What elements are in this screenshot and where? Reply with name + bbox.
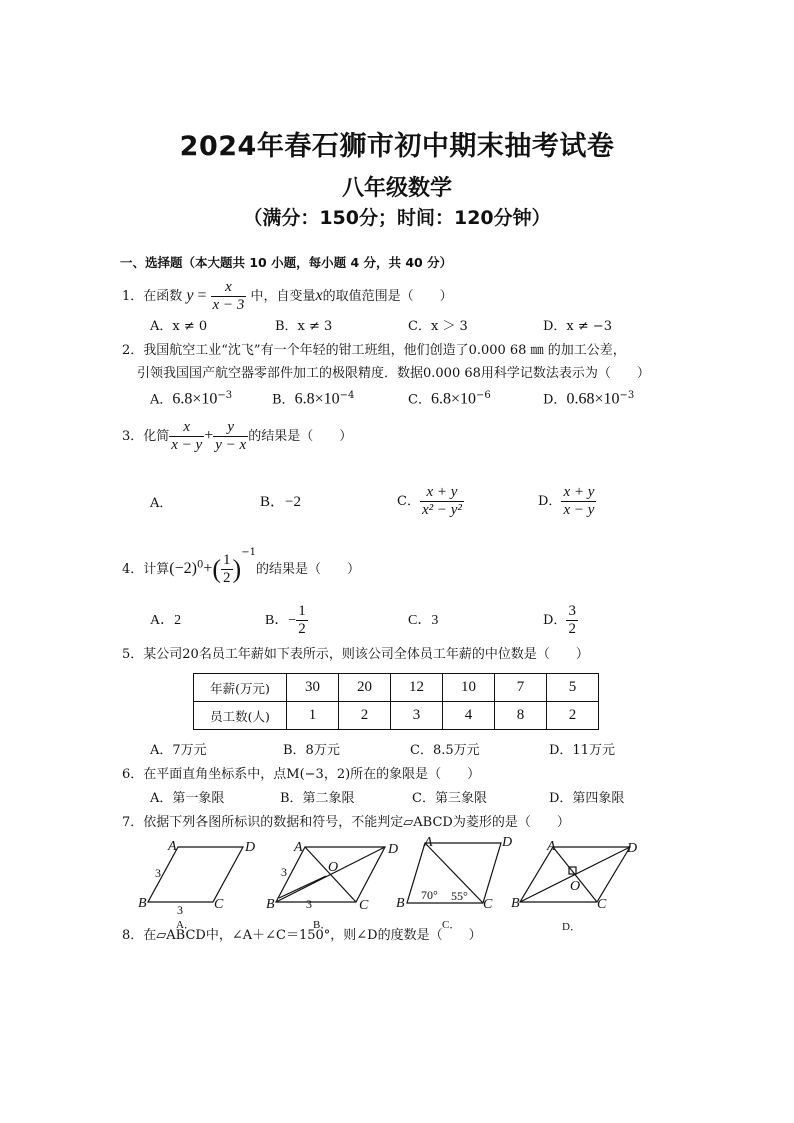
q1-suffix: 的取值范围是（ ）	[322, 289, 453, 304]
q4-b-num: 1	[298, 603, 306, 619]
q2-a-base: 6.8×10	[172, 390, 218, 408]
q4-base1: (−2)	[169, 560, 197, 577]
fig-d-label-c: C	[597, 897, 607, 912]
fig-d-label-b: B	[511, 896, 520, 911]
q4-f-den: 2	[223, 570, 231, 586]
fig-a-caption: A．	[176, 919, 195, 931]
q4-b-den: 2	[298, 621, 306, 637]
q3-suffix: 的结果是（ ）	[248, 429, 353, 444]
table-cell: 2	[547, 702, 599, 730]
q1-equals: =	[193, 287, 211, 304]
table-header-salary: 年薪(万元)	[194, 674, 287, 702]
q4-exp1: 0	[196, 559, 204, 571]
fig-c-angle-c: 55°	[451, 889, 468, 903]
q6-option-a: A．第一象限	[150, 791, 225, 806]
table-cell: 1	[287, 702, 339, 730]
fig-c-label-a: A	[424, 835, 433, 850]
table-cell: 7	[495, 674, 547, 702]
table-header-count: 员工数(人)	[194, 702, 287, 730]
q2-b-base: 6.8×10	[294, 390, 340, 408]
q4-paren-open: (	[212, 554, 222, 584]
fig-a-label-b: B	[138, 896, 147, 911]
q6-option-b: B．第二象限	[280, 791, 355, 806]
q3-d-den: x − y	[563, 502, 595, 518]
q1-option-d: D．x ≠ −3	[543, 319, 613, 334]
fig-b-label-o: O	[328, 860, 339, 875]
fig-d-label-o: O	[570, 879, 581, 894]
q1-middle: 中，自变量	[246, 289, 316, 304]
q3-plus: +	[204, 427, 214, 444]
q3-f1-den: x − y	[171, 437, 203, 453]
q5-option-a: A．7万元	[150, 743, 207, 758]
table-cell: 3	[391, 702, 443, 730]
q1-var-x: x	[315, 287, 323, 304]
exam-title: 2024年春石狮市初中期末抽考试卷	[179, 131, 615, 162]
q1-denominator: x − 3	[212, 297, 245, 313]
fig-b-side-bc: 3	[306, 897, 312, 911]
q7-text: 7．依据下列各图所标识的数据和符号，不能判定▱ABCD为菱形的是（ ）	[122, 815, 570, 830]
q4-d-den: 2	[568, 621, 576, 637]
fig-a-label-a: A	[168, 839, 177, 854]
q3-option-b: B．−2	[260, 494, 301, 510]
fig-b-label-c: C	[359, 898, 369, 913]
q2-c-base: 6.8×10	[430, 390, 476, 408]
q2-b-label: B．	[272, 392, 295, 408]
q4-option-c: C．3	[408, 613, 439, 628]
fig-c-caption: C．	[442, 919, 461, 931]
q3-c-label: C．	[397, 494, 420, 509]
table-cell: 20	[339, 674, 391, 702]
q8-text: 8．在▱ABCD中，∠A＋∠C＝150°，则∠D的度数是（ ）	[122, 928, 482, 943]
fig-a-label-d: D	[245, 840, 256, 855]
q6-option-d: D．第四象限	[549, 791, 625, 806]
q3-c-num: x + y	[420, 485, 464, 502]
q4-exp2: −1	[241, 547, 256, 558]
q1-var-y: y	[186, 287, 194, 304]
q2-d-label: D．	[543, 392, 567, 408]
q2-c-exp: −6	[475, 390, 491, 401]
q4-prefix: 4．计算	[122, 562, 170, 577]
q2-b-exp: −4	[339, 390, 355, 401]
q3-f2-den: y − x	[215, 437, 247, 453]
q2-c-label: C．	[408, 392, 431, 408]
fig-d-label-d: D	[627, 841, 638, 856]
q2-line1: 2．我国航空工业“沈飞”有一个年轻的钳工班组，他们创造了0.000 68 ㎜ 的加工公差，	[122, 343, 626, 358]
q1-option-b: B．x ≠ 3	[275, 319, 333, 334]
q1-option-c: C．x ＞ 3	[408, 319, 468, 334]
q3-option-a: A．	[150, 496, 173, 511]
table-cell: 30	[287, 674, 339, 702]
q5-option-d: D．11万元	[549, 743, 615, 758]
fig-a-parallelogram	[148, 847, 243, 902]
q2-a-exp: −3	[217, 390, 233, 401]
fig-c-angle-b: 70°	[421, 888, 438, 902]
q6-text: 6．在平面直角坐标系中，点M(−3，2)所在的象限是（ ）	[122, 767, 481, 782]
fig-b-side-ab: 3	[281, 865, 287, 879]
q4-paren-close: )	[232, 554, 242, 584]
q2-d-base: 0.68×10	[566, 390, 620, 408]
q2-line2: 引领我国国产航空器零部件加工的极限精度．数据0.000 68用科学记数法表示为（ ）	[137, 366, 650, 381]
q5-text: 5．某公司20名员工年薪如下表所示，则该公司全体员工年薪的中位数是（ ）	[122, 647, 589, 662]
q3-f2-num: y	[213, 420, 248, 437]
q3-d-label: D．	[538, 494, 562, 509]
exam-info: （满分：150分；时间：120分钟）	[243, 207, 551, 229]
q2-a-label: A．	[150, 392, 173, 408]
exam-subtitle: 八年级数学	[341, 176, 452, 201]
q2-d-exp: −3	[619, 390, 635, 401]
fig-b-label-a: A	[294, 840, 303, 855]
q4-plus: +	[203, 560, 213, 577]
fig-b-label-d: D	[388, 842, 399, 857]
fig-a-side-bc: 3	[177, 903, 183, 917]
fig-a-side-ab: 3	[155, 866, 161, 880]
fig-b-segment	[279, 876, 326, 898]
table-cell: 8	[495, 702, 547, 730]
q3-f1-num: x	[169, 420, 204, 437]
q4-d-label: D．	[543, 613, 567, 628]
q1-numerator: x	[211, 280, 247, 297]
q4-b-label: B．−	[265, 613, 297, 628]
q3-c-den: x² − y²	[421, 502, 462, 518]
table-cell: 2	[339, 702, 391, 730]
fig-b-caption: B．	[313, 919, 332, 931]
q4-f-num: 1	[223, 552, 231, 568]
q4-suffix: 的结果是（ ）	[255, 562, 360, 577]
fig-a-label-c: C	[214, 897, 224, 912]
fig-d-caption: D．	[562, 921, 581, 933]
fig-c-label-c: C	[483, 897, 493, 912]
q5-option-b: B．8万元	[283, 743, 340, 758]
q1-prefix: 1．在函数	[122, 289, 187, 304]
table-cell: 5	[547, 674, 599, 702]
fig-d-label-a: A	[547, 839, 556, 854]
table-cell: 12	[391, 674, 443, 702]
q3-d-num: x + y	[563, 484, 595, 500]
q4-d-num: 3	[568, 603, 576, 619]
fig-c-label-b: B	[396, 896, 405, 911]
section-heading: 一、选择题（本大题共 10 小题，每小题 4 分，共 40 分）	[120, 255, 453, 270]
q1-option-a: A．x ≠ 0	[150, 319, 208, 334]
q4-option-a: A．2	[150, 613, 182, 628]
table-cell: 10	[443, 674, 495, 702]
fig-b-label-b: B	[266, 897, 275, 912]
q6-option-c: C．第三象限	[412, 791, 487, 806]
q5-option-c: C．8.5万元	[410, 743, 480, 758]
q3-prefix: 3．化简	[122, 429, 170, 444]
table-cell: 4	[443, 702, 495, 730]
fig-c-label-d: D	[502, 835, 513, 850]
